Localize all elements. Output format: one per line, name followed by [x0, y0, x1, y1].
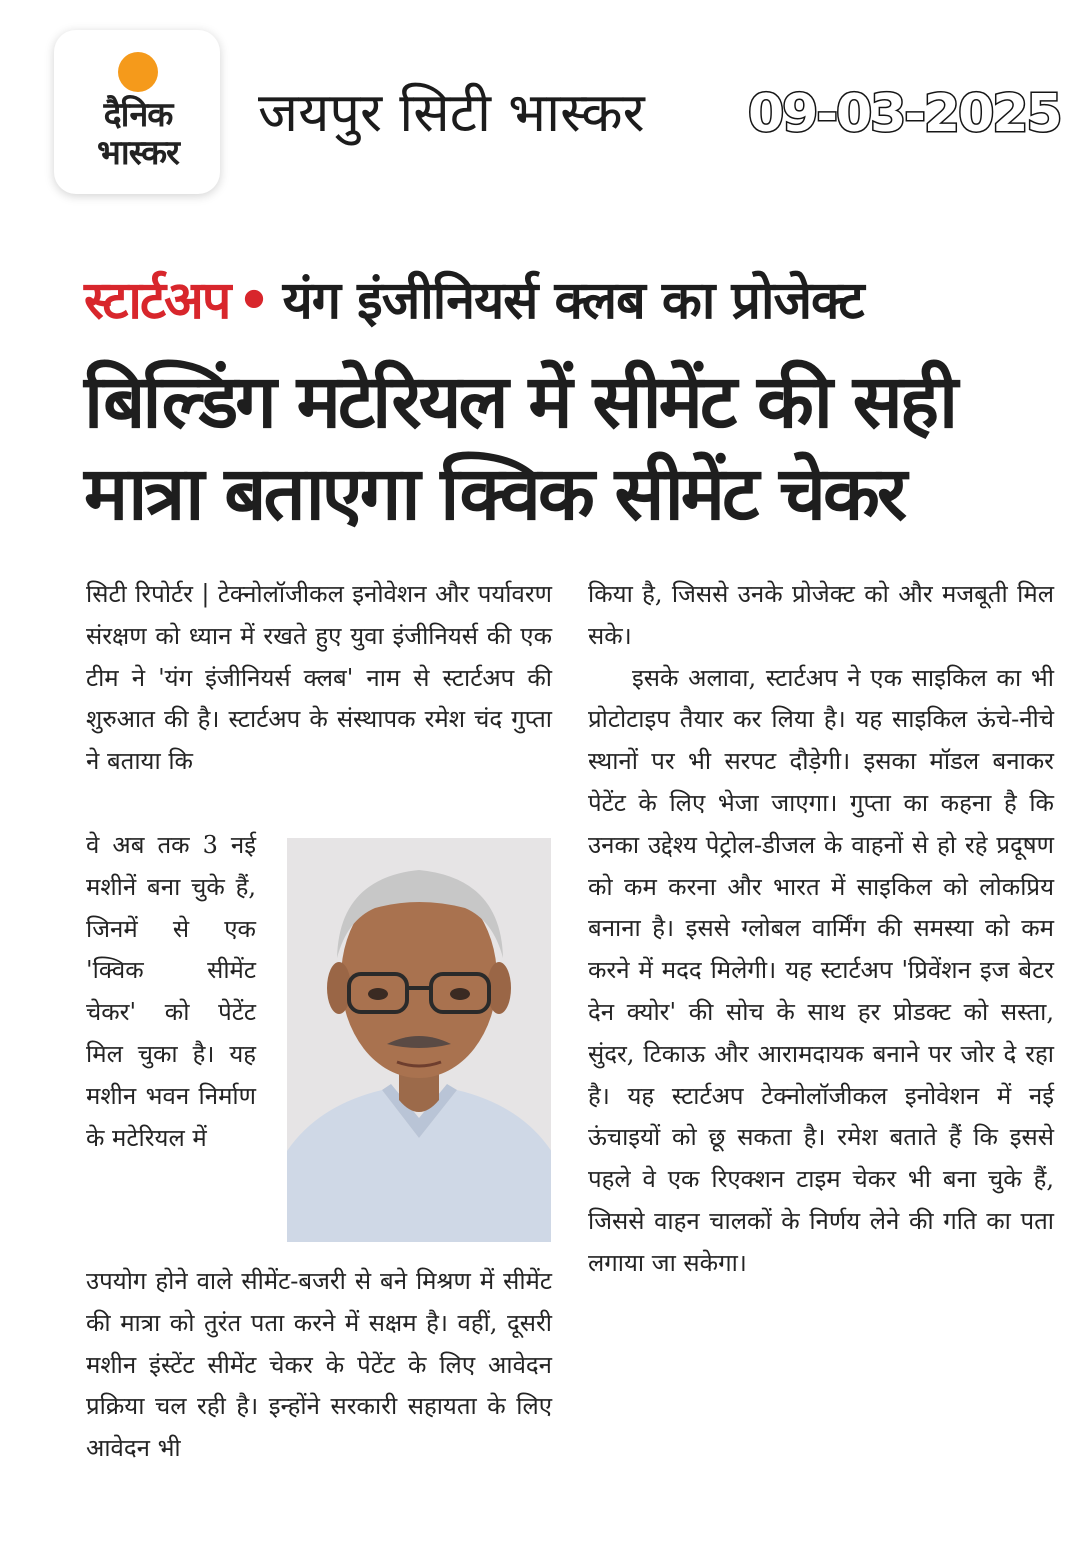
headline-line2: मात्रा बताएगा क्विक सीमेंट चेकर	[84, 451, 905, 537]
body-paragraph: किया है, जिससे उनके प्रोजेक्ट को और मजबूती मिल सके।	[588, 580, 1054, 650]
founder-photo	[287, 838, 551, 1242]
kicker	[84, 266, 864, 336]
logo-text-line1: दैनिक	[103, 95, 173, 135]
body-column-left-top	[86, 574, 552, 783]
sun-icon	[118, 52, 158, 92]
edition-title: जयपुर सिटी भास्कर	[258, 81, 645, 144]
body-paragraph: वे अब तक 3 नई मशीनें बना चुके हैं, जिनमें से एक 'क्विक सीमेंट चेकर' को पेटेंट मिल चुका है। यह मशीन भवन निर्माण के मटेरियल में	[86, 831, 256, 1152]
logo-text-line2: भास्कर	[97, 133, 179, 173]
body-column-left-narrow	[86, 825, 256, 1159]
body-paragraph: सिटी रिपोर्टर | टेक्नोलॉजीकल इनोवेशन और पर्यावरण संरक्षण को ध्यान में रखते हुए युवा इंजीनियर्स की एक टीम ने 'यंग इंजीनियर्स क्लब' नाम से स्टार्टअप की शुरुआत की है। स्टार्टअप के संस्थापक रमेश चंद गुप्ता ने बताया कि	[86, 580, 552, 776]
portrait-illustration	[287, 838, 551, 1242]
body-paragraph: उपयोग होने वाले सीमेंट-बजरी से बने मिश्रण में सीमेंट की मात्रा को तुरंत पता करने में सक्षम है। वहीं, दूसरी मशीन इंस्टेंट सीमेंट चेकर के पेटेंट के लिए आवेदन प्रक्रिया चल रही है। इन्होंने सरकारी सहायता के लिए आवेदन भी	[86, 1267, 552, 1463]
kicker-text: यंग इंजीनियर्स क्लब का प्रोजेक्ट	[282, 271, 864, 331]
body-paragraph: इसके अलावा, स्टार्टअप ने एक साइकिल का भी प्रोटोटाइप तैयार कर लिया है। यह साइकिल ऊंचे-नीचे स्थानों पर भी सरपट दौड़ेगी। इसका मॉडल बनाकर पेटेंट के लिए भेजा जाएगा। गुप्ता का कहना है कि उनका उद्देश्य पेट्रोल-डीजल के वाहनों से हो रहे प्रदूषण को कम करना और भारत में साइकिल को लोकप्रिय बनाना है। इससे ग्लोबल वार्मिंग की समस्या को कम करने में मदद मिलेगी। यह स्टार्टअप 'प्रिवेंशन इज बेटर देन क्योर' की सोच के साथ हर प्रोडक्ट को सस्ता, सुंदर, टिकाऊ और आरामदायक बनाने पर जोर दे रहा है। यह स्टार्टअप टेक्नोलॉजीकल इनोवेशन में नई ऊंचाइयों को छू सकता है। रमेश बताते हैं कि इससे पहले वे एक रिएक्शन टाइम चेकर भी बना चुके हैं, जिससे वाहन चालकों के निर्णय लेने की गति का पता लगाया जा सकेगा।	[588, 663, 1054, 1277]
kicker-label: स्टार्टअप	[84, 271, 230, 331]
headline-line1: बिल्डिंग मटेरियल में सीमेंट की सही	[84, 359, 956, 445]
body-column-right	[588, 574, 1054, 1285]
edition-date: 09-03-2025	[748, 84, 1061, 144]
kicker-separator: •	[237, 271, 271, 331]
body-column-left-bottom	[86, 1261, 552, 1470]
